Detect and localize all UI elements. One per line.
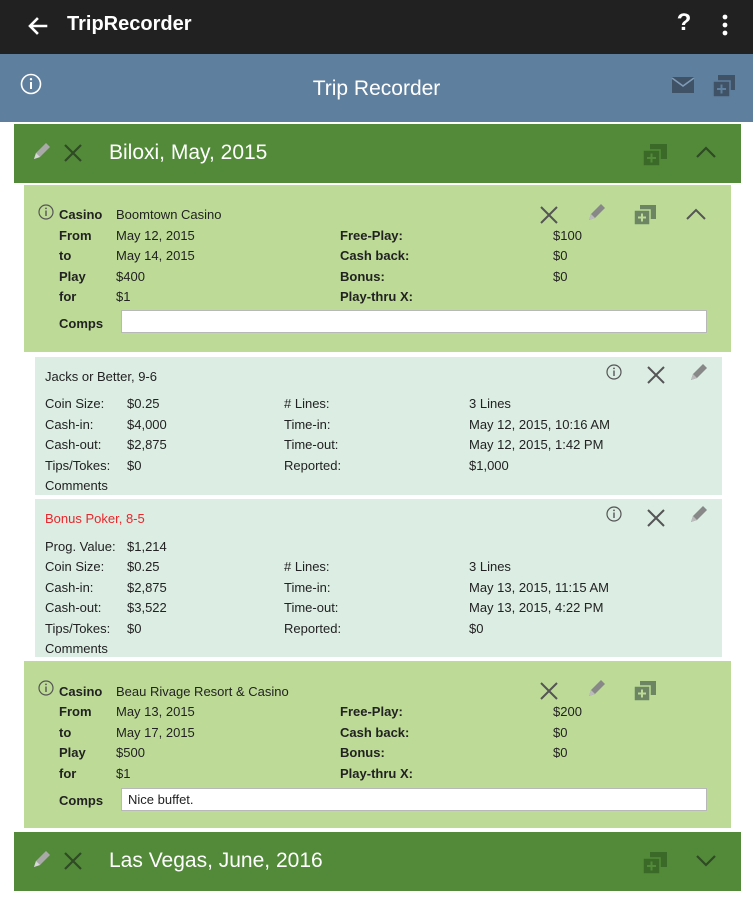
add-game-icon[interactable] (633, 204, 657, 226)
time-out-value: May 13, 2015, 4:22 PM (469, 600, 604, 615)
time-in-value: May 12, 2015, 10:16 AM (469, 417, 610, 432)
free-play-label: Free-Play: (340, 704, 403, 719)
lines-value: 3 Lines (469, 559, 511, 574)
mail-icon[interactable] (671, 75, 695, 95)
game-card (35, 499, 722, 657)
edit-pencil-icon[interactable] (688, 361, 710, 383)
collapse-chevron-up-icon[interactable] (695, 143, 717, 161)
comps-field[interactable] (121, 310, 707, 333)
game-name: Jacks or Better, 9-6 (45, 369, 157, 384)
from-label: From (59, 228, 92, 243)
tips-label: Tips/Tokes: (45, 458, 111, 473)
play-label: Play (59, 745, 86, 760)
time-out-value: May 12, 2015, 1:42 PM (469, 437, 604, 452)
free-play-value: $200 (553, 704, 582, 719)
coin-size-value: $0.25 (127, 396, 160, 411)
cash-out-label: Cash-out: (45, 600, 102, 615)
play-thru-label: Play-thru X: (340, 289, 413, 304)
lines-value: 3 Lines (469, 396, 511, 411)
casino-label: Casino (59, 207, 103, 222)
delete-x-icon[interactable] (646, 365, 666, 385)
back-arrow-icon[interactable] (24, 12, 52, 40)
collapse-chevron-up-icon[interactable] (685, 206, 707, 222)
reported-label: Reported: (284, 621, 342, 636)
comps-field[interactable]: Nice buffet. (121, 788, 707, 811)
comments-label: Comments (45, 641, 108, 656)
cash-in-label: Cash-in: (45, 417, 94, 432)
edit-pencil-icon[interactable] (31, 140, 53, 162)
for-label: for (59, 766, 77, 781)
trip-header[interactable] (14, 124, 741, 183)
lines-label: # Lines: (284, 559, 330, 574)
cash-in-label: Cash-in: (45, 580, 94, 595)
add-game-icon[interactable] (633, 680, 657, 702)
cash-in-value: $4,000 (127, 417, 167, 432)
coin-size-label: Coin Size: (45, 396, 105, 411)
time-in-label: Time-in: (284, 580, 331, 595)
free-play-label: Free-Play: (340, 228, 403, 243)
time-out-label: Time-out: (284, 600, 339, 615)
for-label: for (59, 289, 77, 304)
from-date: May 13, 2015 (116, 704, 195, 719)
trip-name: Las Vegas, June, 2016 (109, 849, 323, 872)
delete-x-icon[interactable] (63, 143, 83, 163)
casino-info-icon[interactable] (38, 204, 54, 220)
play-value: $400 (116, 269, 145, 284)
from-label: From (59, 704, 92, 719)
delete-x-icon[interactable] (646, 508, 666, 528)
casino-info-icon[interactable] (38, 680, 54, 696)
app-title: TripRecorder (67, 13, 192, 35)
time-in-label: Time-in: (284, 417, 331, 432)
game-name: Bonus Poker, 8-5 (45, 511, 145, 526)
cash-back-value: $0 (553, 725, 568, 740)
to-label: to (59, 248, 72, 263)
cash-back-label: Cash back: (340, 725, 410, 740)
for-value: $1 (116, 289, 131, 304)
edit-pencil-icon[interactable] (586, 677, 608, 699)
cash-out-value: $3,522 (127, 600, 167, 615)
trip-name: Biloxi, May, 2015 (109, 141, 268, 164)
edit-pencil-icon[interactable] (31, 848, 53, 870)
casino-name: Beau Rivage Resort & Casino (116, 684, 289, 699)
tips-value: $0 (127, 621, 142, 636)
help-icon[interactable]: ? (676, 9, 692, 36)
game-info-icon[interactable] (606, 364, 622, 380)
reported-value: $0 (469, 621, 484, 636)
from-date: May 12, 2015 (116, 228, 195, 243)
coin-size-value: $0.25 (127, 559, 160, 574)
add-casino-icon[interactable] (642, 143, 668, 167)
casino-label: Casino (59, 684, 103, 699)
casino-card (24, 185, 731, 352)
edit-pencil-icon[interactable] (586, 201, 608, 223)
time-out-label: Time-out: (284, 437, 339, 452)
cash-in-value: $2,875 (127, 580, 167, 595)
cash-out-value: $2,875 (127, 437, 167, 452)
coin-size-label: Coin Size: (45, 559, 105, 574)
game-info-icon[interactable] (606, 506, 622, 522)
comments-label: Comments (45, 478, 108, 493)
more-options-icon[interactable] (714, 12, 736, 38)
to-date: May 14, 2015 (116, 248, 195, 263)
cash-back-label: Cash back: (340, 248, 410, 263)
prog-value-label: Prog. Value: (45, 539, 116, 554)
app-bar (0, 0, 753, 54)
comps-label: Comps (59, 316, 104, 331)
tips-label: Tips/Tokes: (45, 621, 111, 636)
add-trip-icon[interactable] (712, 74, 736, 98)
bonus-value: $0 (553, 269, 568, 284)
expand-chevron-down-icon[interactable] (695, 851, 717, 869)
comps-label: Comps (59, 793, 104, 808)
bonus-value: $0 (553, 745, 568, 760)
play-label: Play (59, 269, 86, 284)
edit-pencil-icon[interactable] (688, 503, 710, 525)
delete-x-icon[interactable] (539, 205, 559, 225)
lines-label: # Lines: (284, 396, 330, 411)
cash-back-value: $0 (553, 248, 568, 263)
play-thru-label: Play-thru X: (340, 766, 413, 781)
to-date: May 17, 2015 (116, 725, 195, 740)
casino-card (24, 661, 731, 828)
trip-header[interactable] (14, 832, 741, 891)
prog-value: $1,214 (127, 539, 167, 554)
add-casino-icon[interactable] (642, 851, 668, 875)
reported-label: Reported: (284, 458, 342, 473)
delete-x-icon[interactable] (63, 851, 83, 871)
casino-name: Boomtown Casino (116, 207, 222, 222)
page-title: Trip Recorder (312, 77, 441, 100)
bonus-label: Bonus: (340, 745, 385, 760)
free-play-value: $100 (553, 228, 582, 243)
to-label: to (59, 725, 72, 740)
cash-out-label: Cash-out: (45, 437, 102, 452)
reported-value: $1,000 (469, 458, 509, 473)
bonus-label: Bonus: (340, 269, 385, 284)
page-header (0, 54, 753, 122)
for-value: $1 (116, 766, 131, 781)
time-in-value: May 13, 2015, 11:15 AM (469, 580, 609, 595)
delete-x-icon[interactable] (539, 681, 559, 701)
play-value: $500 (116, 745, 145, 760)
tips-value: $0 (127, 458, 142, 473)
game-card (35, 357, 722, 495)
